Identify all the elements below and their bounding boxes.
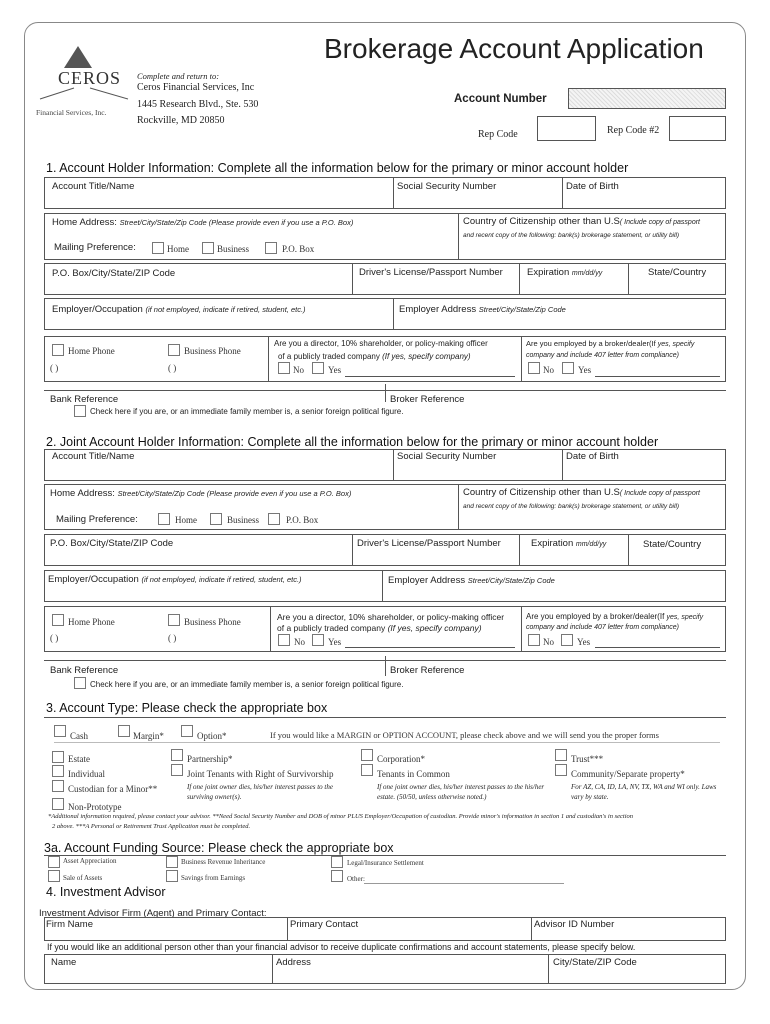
s1-mail-home-label: Home xyxy=(167,244,189,254)
asset-label: Asset Appreciation xyxy=(63,857,117,865)
s1-broker-no-label: No xyxy=(543,365,554,375)
s2-business-phone-checkbox[interactable] xyxy=(168,614,180,626)
footnote-2: 2 above. ***A Personal or Retirement Trust Application must be completed. xyxy=(52,823,251,830)
jtwros-label: Joint Tenants with Right of Survivorship xyxy=(187,769,334,779)
non-prototype-checkbox[interactable] xyxy=(52,798,64,810)
section-3a-title: 3a. Account Funding Source: Please check the appropriate box xyxy=(44,841,394,855)
s2-name-row xyxy=(44,449,726,481)
s2-home-address[interactable]: Home Address: Street/City/State/Zip Code (Please provide even if you use a P.O. Box) xyxy=(50,488,352,499)
s2-expiration[interactable]: Expiration mm/dd/yy xyxy=(531,538,607,549)
s2-director-q: Are you a director, 10% shareholder, or policy-making officer xyxy=(277,612,505,622)
s1-business-phone-checkbox[interactable] xyxy=(168,344,180,356)
section-4-title: 4. Investment Advisor xyxy=(46,885,166,899)
address-line-3: Rockville, MD 20850 xyxy=(137,115,225,126)
s1-business-phone-label[interactable]: Business Phone xyxy=(184,346,241,356)
s2-business-phone-label[interactable]: Business Phone xyxy=(184,617,241,627)
s2-employer-address[interactable]: Employer Address Street/City/State/Zip Code xyxy=(388,575,555,586)
s1-account-title[interactable]: Account Title/Name xyxy=(52,181,135,192)
s2-broker-q: Are you employed by a broker/dealer(If yes, specify xyxy=(526,612,704,621)
s2-director-q2: of a publicly traded company (If yes, specify company) xyxy=(277,623,482,633)
s1-license[interactable]: Driver's License/Passport Number xyxy=(359,267,503,278)
partnership-checkbox[interactable] xyxy=(171,749,183,761)
rep-code-field[interactable] xyxy=(537,116,596,141)
s2-ssn[interactable]: Social Security Number xyxy=(397,451,497,462)
s2-citizenship-hint: and recent copy of the following: bank(s) brokerage statement, or utility bill) xyxy=(463,503,680,510)
section-1-title: 1. Account Holder Information: Complete all the information below for the primary or minor account holder xyxy=(46,161,629,175)
s2-broker-yes-label: Yes xyxy=(577,637,591,647)
s2-pobox-address[interactable]: P.O. Box/City/State/ZIP Code xyxy=(50,538,174,549)
community-checkbox[interactable] xyxy=(555,764,567,776)
s1-mail-business-label: Business xyxy=(217,244,250,254)
s1-home-phone-paren: ( ) xyxy=(50,363,59,373)
non-prototype-label: Non-Prototype xyxy=(68,802,122,812)
margin-option-note: If you would like a MARGIN or OPTION ACCOUNT, please check above and we will send you the proper forms xyxy=(270,730,659,740)
account-number-field[interactable] xyxy=(568,88,726,109)
logo-text: CEROS xyxy=(58,68,122,88)
s1-broker-yes-checkbox[interactable] xyxy=(562,362,574,374)
corporation-label: Corporation* xyxy=(377,754,425,764)
duplicate-note: If you would like an additional person other than your financial advisor to receive duplicate confirmations and account statements, please specify below. xyxy=(47,942,636,952)
tic-checkbox[interactable] xyxy=(361,764,373,776)
partnership-label: Partnership* xyxy=(187,754,233,764)
s2-broker-no-checkbox[interactable] xyxy=(528,634,540,646)
sale-label: Sale of Assets xyxy=(63,874,103,882)
firm-name[interactable]: Firm Name xyxy=(46,919,93,930)
return-label: Complete and return to: xyxy=(137,71,220,81)
tic-label: Tenants in Common xyxy=(377,769,450,779)
s1-pobox-address[interactable]: P.O. Box/City/State/ZIP Code xyxy=(52,268,176,279)
dup-city[interactable]: City/State/ZIP Code xyxy=(553,957,637,968)
s1-expiration[interactable]: Expiration mm/dd/yy xyxy=(527,267,603,278)
s2-mail-home-label: Home xyxy=(175,515,197,525)
savings-label: Savings from Earnings xyxy=(181,874,246,882)
s2-citizenship[interactable]: Country of Citizenship other than U.S( Include copy of passport xyxy=(463,487,700,498)
legal-label: Legal/Insurance Settlement xyxy=(347,859,424,867)
corporation-checkbox[interactable] xyxy=(361,749,373,761)
s2-home-phone-paren: ( ) xyxy=(50,633,59,643)
sale-checkbox[interactable] xyxy=(48,870,60,882)
s2-mail-business-label: Business xyxy=(227,515,260,525)
s1-employer[interactable]: Employer/Occupation (if not employed, indicate if retired, student, etc.) xyxy=(52,304,306,315)
other-label: Other: xyxy=(347,875,365,883)
s1-director-yes-checkbox[interactable] xyxy=(312,362,324,374)
rep-code2-label: Rep Code #2 xyxy=(607,125,660,136)
legal-checkbox[interactable] xyxy=(331,856,343,868)
s1-employer-address[interactable]: Employer Address Street/City/State/Zip Code xyxy=(399,304,566,315)
s1-director-no-label: No xyxy=(293,365,304,375)
address-line-1: Ceros Financial Services, Inc xyxy=(137,82,255,93)
community-label: Community/Separate property* xyxy=(571,769,685,779)
account-number-label: Account Number xyxy=(454,93,547,105)
s2-mail-business-checkbox[interactable] xyxy=(210,513,222,525)
s1-state-country[interactable]: State/Country xyxy=(648,267,707,278)
s1-bank-ref[interactable]: Bank Reference xyxy=(50,394,119,405)
firm-label: Investment Advisor Firm (Agent) and Primary Contact: xyxy=(39,908,267,919)
business-rev-checkbox[interactable] xyxy=(166,856,178,868)
cash-label: Cash xyxy=(70,731,88,741)
custodian-checkbox[interactable] xyxy=(52,780,64,792)
estate-label: Estate xyxy=(68,754,90,764)
s1-citizenship-hint: and recent copy of the following: bank(s) brokerage statement, or utility bill) xyxy=(463,232,680,239)
s1-ssn[interactable]: Social Security Number xyxy=(397,181,497,192)
s1-mailing-pref: Mailing Preference: xyxy=(54,242,136,253)
s2-broker-q2: company and include 407 letter from compliance) xyxy=(526,624,679,631)
s2-pep-label: Check here if you are, or an immediate family member is, a senior foreign political figure. xyxy=(90,680,404,689)
page-title: Brokerage Account Application xyxy=(324,33,704,64)
s2-mail-pobox-label: P.O. Box xyxy=(286,515,319,525)
firm-row xyxy=(44,917,726,941)
s2-business-phone-paren: ( ) xyxy=(168,633,177,643)
trust-checkbox[interactable] xyxy=(555,749,567,761)
s2-broker-ref[interactable]: Broker Reference xyxy=(390,665,465,676)
s2-broker-yes-checkbox[interactable] xyxy=(561,634,573,646)
option-label: Option* xyxy=(197,731,227,741)
rep-code2-field[interactable] xyxy=(669,116,726,141)
s1-mail-pobox-checkbox[interactable] xyxy=(265,242,277,254)
margin-checkbox[interactable] xyxy=(118,725,130,737)
s2-mailing-pref: Mailing Preference: xyxy=(56,514,138,525)
footnote-1: *Additional information required, please contact your advisor. **Need Social Security Number and DOB of minor PLUS Employer/Occupation of custodian. Provide minor's information in section 1 and custodian's in section xyxy=(48,813,634,820)
s1-director-no-checkbox[interactable] xyxy=(278,362,290,374)
business-rev-label: Business Revenue Inheritance xyxy=(181,858,266,866)
jt-note: If one joint owner dies, his/her interest passes to the surviving owner(s). xyxy=(187,783,333,801)
s2-employer[interactable]: Employer/Occupation (if not employed, indicate if retired, student, etc.) xyxy=(48,574,302,585)
s1-pep-checkbox[interactable] xyxy=(74,405,86,417)
s1-director-q2: of a publicly traded company (If yes, specify company) xyxy=(278,352,471,361)
s2-home-phone-label[interactable]: Home Phone xyxy=(68,617,115,627)
s2-pep-checkbox[interactable] xyxy=(74,677,86,689)
option-checkbox[interactable] xyxy=(181,725,193,737)
s2-mail-pobox-checkbox[interactable] xyxy=(268,513,280,525)
s1-pep-label: Check here if you are, or an immediate family member is, a senior foreign political figure. xyxy=(90,407,404,416)
s1-mail-business-checkbox[interactable] xyxy=(202,242,214,254)
s2-license[interactable]: Driver's License/Passport Number xyxy=(357,538,501,549)
cash-checkbox[interactable] xyxy=(54,725,66,737)
s2-state-country[interactable]: State/Country xyxy=(643,539,702,550)
s1-director-yes-label: Yes xyxy=(328,365,342,375)
s2-bank-ref[interactable]: Bank Reference xyxy=(50,665,119,676)
s2-broker-no-label: No xyxy=(543,637,554,647)
s1-home-phone-checkbox[interactable] xyxy=(52,344,64,356)
estate-checkbox[interactable] xyxy=(52,751,64,763)
s1-name-row xyxy=(44,177,726,209)
s1-business-phone-paren: ( ) xyxy=(168,363,177,373)
trust-label: Trust*** xyxy=(571,754,604,764)
section-2-title: 2. Joint Account Holder Information: Complete all the information below for the primary or minor account holder xyxy=(46,435,659,449)
s2-director-yes-checkbox[interactable] xyxy=(312,634,324,646)
s1-broker-no-checkbox[interactable] xyxy=(528,362,540,374)
s1-dob[interactable]: Date of Birth xyxy=(566,181,619,192)
cp-note: For AZ, CA, ID, LA, NV, TX, WA and WI only. Laws vary by state. xyxy=(571,783,717,801)
s1-citizenship[interactable]: Country of Citizenship other than U.S( Include copy of passport xyxy=(463,216,700,227)
s2-dob[interactable]: Date of Birth xyxy=(566,451,619,462)
s1-director-q: Are you a director, 10% shareholder, or policy-making officer xyxy=(274,339,488,348)
advisor-id[interactable]: Advisor ID Number xyxy=(534,919,615,930)
s1-mail-pobox-label: P.O. Box xyxy=(282,244,315,254)
other-checkbox[interactable] xyxy=(331,870,343,882)
section-3-title: 3. Account Type: Please check the appropriate box xyxy=(46,701,328,715)
asset-checkbox[interactable] xyxy=(48,856,60,868)
s2-director-no-label: No xyxy=(294,637,305,647)
margin-label: Margin* xyxy=(133,731,164,741)
s1-home-address[interactable]: Home Address: Street/City/State/Zip Code (Please provide even if you use a P.O. Box) xyxy=(52,217,354,228)
s2-director-no-checkbox[interactable] xyxy=(278,634,290,646)
custodian-label: Custodian for a Minor** xyxy=(68,784,158,794)
dup-name[interactable]: Name xyxy=(51,957,77,968)
rep-code-label: Rep Code xyxy=(478,129,518,140)
s1-broker-yes-label: Yes xyxy=(578,365,592,375)
jtwros-checkbox[interactable] xyxy=(171,764,183,776)
s1-broker-q: Are you employed by a broker/dealer(If yes, specify xyxy=(526,339,695,348)
primary-contact[interactable]: Primary Contact xyxy=(290,919,359,930)
s1-broker-q2: company and include 407 letter from compliance) xyxy=(526,352,679,359)
s2-director-yes-label: Yes xyxy=(328,637,342,647)
address-line-2: 1445 Research Blvd., Ste. 530 xyxy=(137,99,259,110)
s2-home-phone-checkbox[interactable] xyxy=(52,614,64,626)
dup-address[interactable]: Address xyxy=(276,957,311,968)
individual-checkbox[interactable] xyxy=(52,765,64,777)
individual-label: Individual xyxy=(68,769,105,779)
logo-subtext: Financial Services, Inc. xyxy=(36,108,107,117)
s1-home-phone-label[interactable]: Home Phone xyxy=(68,346,115,356)
s2-account-title[interactable]: Account Title/Name xyxy=(52,451,135,462)
s2-mail-home-checkbox[interactable] xyxy=(158,513,170,525)
tic-note: If one joint owner dies, his/her interest passes to the his/her estate. (50/50, unless otherwise noted.) xyxy=(377,783,545,801)
s1-broker-ref[interactable]: Broker Reference xyxy=(390,394,465,405)
savings-checkbox[interactable] xyxy=(166,870,178,882)
s1-mail-home-checkbox[interactable] xyxy=(152,242,164,254)
